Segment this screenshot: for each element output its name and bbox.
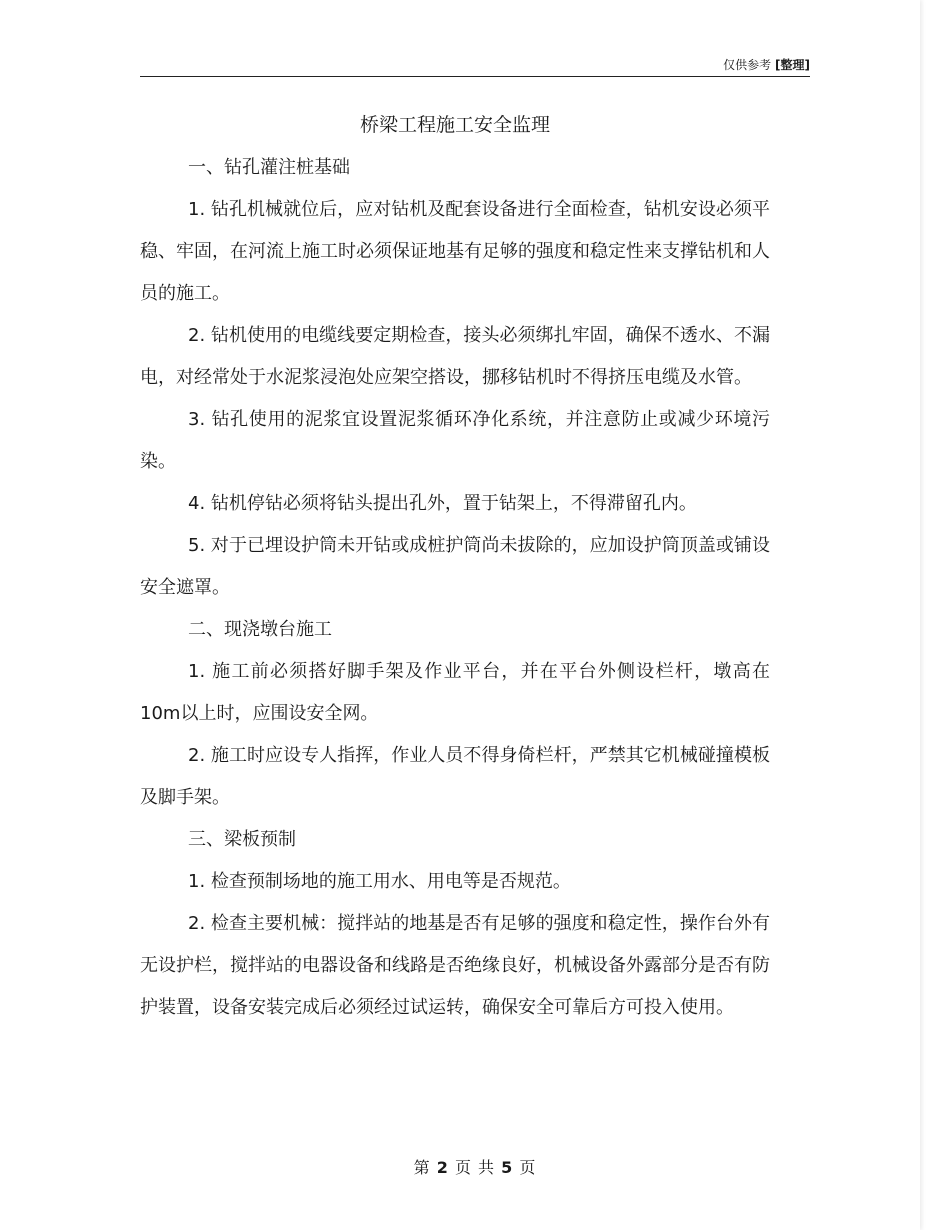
document-body <box>140 113 770 1029</box>
paragraph: 1. 钻孔机械就位后，应对钻机及配套设备进行全面检查，钻机安设必须平稳、牢固，在河流上施工时必须保证地基有足够的强度和稳定性来支撑钻机和人员的施工。 <box>140 199 770 304</box>
section-heading: 二、现浇墩台施工 <box>188 619 332 640</box>
footer-suffix: 页 <box>519 1158 537 1177</box>
header-note <box>723 56 810 73</box>
page-footer <box>0 1155 950 1178</box>
footer-prefix: 第 <box>413 1158 431 1177</box>
document-title: 桥梁工程施工安全监理 <box>359 114 550 136</box>
paragraph: 1. 施工前必须搭好脚手架及作业平台，并在平台外侧设栏杆，墩高在 10m以上时，应围设安全网。 <box>140 661 770 724</box>
section-heading: 一、钻孔灌注桩基础 <box>188 157 350 178</box>
paragraph: 1. 检查预制场地的施工用水、用电等是否规范。 <box>188 871 571 892</box>
page-header <box>140 52 810 77</box>
header-bracket-note: [整理] <box>775 58 810 72</box>
paragraph: 5. 对于已埋设护筒未开钻或成桩护筒尚未拔除的，应加设护筒顶盖或铺设安全遮罩。 <box>140 535 770 598</box>
footer-mid: 页 共 <box>454 1158 496 1177</box>
footer-page-number: 2 <box>436 1158 449 1177</box>
paragraph: 2. 检查主要机械：搅拌站的地基是否有足够的强度和稳定性，操作台外有无设护栏，搅拌站的电器设备和线路是否绝缘良好，机械设备外露部分是否有防护装置，设备安装完成后必须经过试运转，确保安全可靠后方可投入使用。 <box>140 913 770 1018</box>
header-note-text: 仅供参考 <box>723 58 772 72</box>
paragraph: 4. 钻机停钻必须将钻头提出孔外，置于钻架上，不得滞留孔内。 <box>188 493 697 514</box>
paragraph: 2. 钻机使用的电缆线要定期检查，接头必须绑扎牢固，确保不透水、不漏电，对经常处于水泥浆浸泡处应架空搭设，挪移钻机时不得挤压电缆及水管。 <box>140 325 770 388</box>
section-heading: 三、梁板预制 <box>188 829 296 850</box>
footer-total-pages: 5 <box>501 1158 514 1177</box>
paragraph: 3. 钻孔使用的泥浆宜设置泥浆循环净化系统，并注意防止或减少环境污染。 <box>140 409 770 472</box>
paragraph: 2. 施工时应设专人指挥，作业人员不得身倚栏杆，严禁其它机械碰撞模板及脚手架。 <box>140 745 770 808</box>
